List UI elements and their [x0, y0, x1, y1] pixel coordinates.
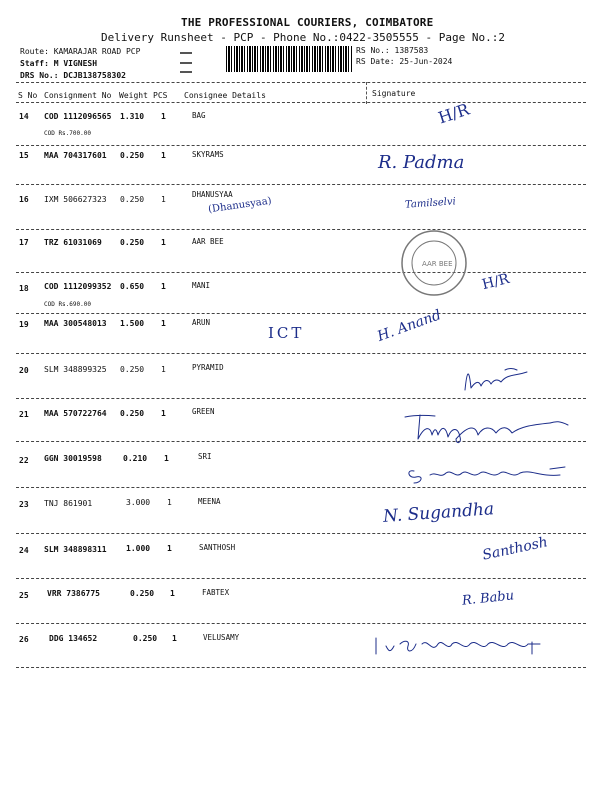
route-label: Route: KAMARAJAR ROAD PCP [20, 47, 141, 56]
row-pcs: 1 [161, 112, 166, 121]
row-pcs: 1 [170, 589, 175, 598]
runsheet-subtitle: Delivery Runsheet - PCP - Phone No.:0422-3505555 - Page No.:2 [101, 31, 505, 44]
row-rule [16, 623, 586, 624]
signature-row-16: Tamilselvi [404, 196, 457, 211]
row-weight: 0.250 [120, 195, 145, 204]
row-consignment: COD 1112096565 [44, 112, 112, 121]
col-consignee: Consignee Details [184, 91, 266, 100]
row-consignee: GREEN [192, 407, 215, 416]
signature-scribble-row-26 [372, 632, 572, 662]
barcode-mark [180, 52, 192, 54]
row-sno: 16 [19, 195, 29, 204]
row-cod-amount: COD Rs.690.00 [44, 301, 91, 308]
row-pcs: 1 [161, 282, 166, 291]
row-weight: 1.310 [120, 112, 145, 121]
row-pcs: 1 [167, 498, 172, 507]
row-consignee: DHANUSYAA [192, 190, 233, 199]
row-consignment: SLM 348899325 [44, 365, 107, 374]
signature-row-15: R. Padma [378, 152, 465, 173]
row-sno: 25 [19, 591, 29, 600]
row-consignment: VRR 7386775 [47, 589, 100, 598]
row-sno: 15 [19, 151, 29, 160]
row-consignee: PYRAMID [192, 363, 224, 372]
row-consignment: TNJ 861901 [44, 499, 93, 508]
row-pcs: 1 [161, 319, 166, 328]
row-consignment: TRZ 61031069 [44, 238, 102, 247]
row-sno: 14 [19, 112, 29, 121]
row-rule [16, 667, 586, 668]
header-top-rule [16, 82, 586, 83]
row-consignee: ARUN [192, 318, 211, 327]
staff-label: Staff: M VIGNESH [20, 59, 98, 68]
rs-number: RS No.: 1387583 [356, 46, 429, 55]
col-consignment: Consignment No [44, 91, 112, 100]
row-weight: 1.000 [126, 544, 151, 553]
row-consignee: FABTEX [202, 588, 230, 597]
barcode-graphic [226, 46, 353, 72]
row-rule [16, 487, 586, 488]
row-consignee: MEENA [198, 497, 221, 506]
row-sno: 18 [19, 284, 29, 293]
row-consignee: SKYRAMS [192, 150, 224, 159]
row-weight: 0.250 [120, 151, 145, 160]
row-sno: 26 [19, 635, 29, 644]
col-signature: Signature [372, 89, 416, 98]
row-weight: 1.500 [120, 319, 145, 328]
handwritten-note: (Dhanusyaa) [207, 195, 273, 216]
row-weight: 0.250 [120, 409, 145, 418]
row-weight: 3.000 [126, 498, 151, 507]
company-stamp [399, 228, 469, 298]
row-consignee: VELUSAMY [203, 633, 240, 642]
col-sno: S No [18, 91, 38, 100]
signature-scribble-row-20 [455, 360, 535, 400]
row-consignment: MAA 300548013 [44, 319, 107, 328]
row-sno: 19 [19, 320, 29, 329]
row-sno: 17 [19, 238, 29, 247]
row-consignee: BAG [192, 111, 206, 120]
row-pcs: 1 [167, 544, 172, 553]
row-consignee: SRI [198, 452, 212, 461]
row-sno: 22 [19, 456, 29, 465]
row-weight: 0.250 [120, 365, 145, 374]
row-rule [16, 145, 586, 146]
signature-row-24: Santhosh [481, 534, 550, 564]
barcode-mark [180, 71, 192, 73]
signature-row-18: H/R [480, 270, 511, 294]
row-sno: 20 [19, 366, 29, 375]
row-rule [16, 353, 586, 354]
row-pcs: 1 [161, 409, 166, 418]
row-weight: 0.650 [120, 282, 145, 291]
col-weight: Weight [119, 91, 148, 100]
row-pcs: 1 [164, 454, 169, 463]
signature-row-23: N. Sugandha [382, 499, 495, 527]
row-consignment: GGN 30019598 [44, 454, 102, 463]
row-rule [16, 229, 586, 230]
row-sno: 23 [19, 500, 29, 509]
row-pcs: 1 [161, 195, 166, 204]
header-divider [366, 82, 367, 104]
row-pcs: 1 [161, 365, 166, 374]
row-rule [16, 533, 586, 534]
barcode-mark [180, 62, 192, 64]
row-consignment: DDG 134652 [49, 634, 98, 643]
row-consignment: MAA 704317601 [44, 151, 107, 160]
row-rule [16, 184, 586, 185]
row-consignee: MANI [192, 281, 211, 290]
row-sno: 24 [19, 546, 29, 555]
rs-date: RS Date: 25-Jun-2024 [356, 57, 453, 66]
handwritten-note: ICT [268, 324, 305, 342]
signature-row-14: H/R [435, 99, 472, 128]
row-pcs: 1 [172, 634, 177, 643]
row-consignment: SLM 348898311 [44, 545, 107, 554]
drs-label: DRS No.: DCJB138758302 [20, 71, 126, 80]
row-consignment: IXM 506627323 [44, 195, 107, 204]
header-bottom-rule [16, 102, 586, 103]
row-consignment: COD 1112099352 [44, 282, 112, 291]
col-pcs: PCS [153, 91, 168, 100]
stamp-label: AAR BEE [422, 260, 453, 268]
row-weight: 0.250 [130, 589, 155, 598]
row-weight: 0.210 [123, 454, 148, 463]
row-pcs: 1 [161, 151, 166, 160]
row-weight: 0.250 [133, 634, 158, 643]
row-sno: 21 [19, 410, 29, 419]
row-rule [16, 313, 586, 314]
signature-scribble-row-22 [400, 457, 580, 487]
signature-row-19: H. Anand [375, 307, 444, 345]
signature-scribble-row-21 [400, 405, 580, 445]
company-title: THE PROFESSIONAL COURIERS, COIMBATORE [181, 16, 434, 29]
row-rule [16, 578, 586, 579]
row-pcs: 1 [161, 238, 166, 247]
row-consignee: AAR BEE [192, 237, 224, 246]
row-consignment: MAA 570722764 [44, 409, 107, 418]
signature-row-25: R. Babu [461, 588, 515, 609]
row-weight: 0.250 [120, 238, 145, 247]
row-cod-amount: COD Rs.700.00 [44, 130, 91, 137]
row-consignee: SANTHOSH [199, 543, 236, 552]
